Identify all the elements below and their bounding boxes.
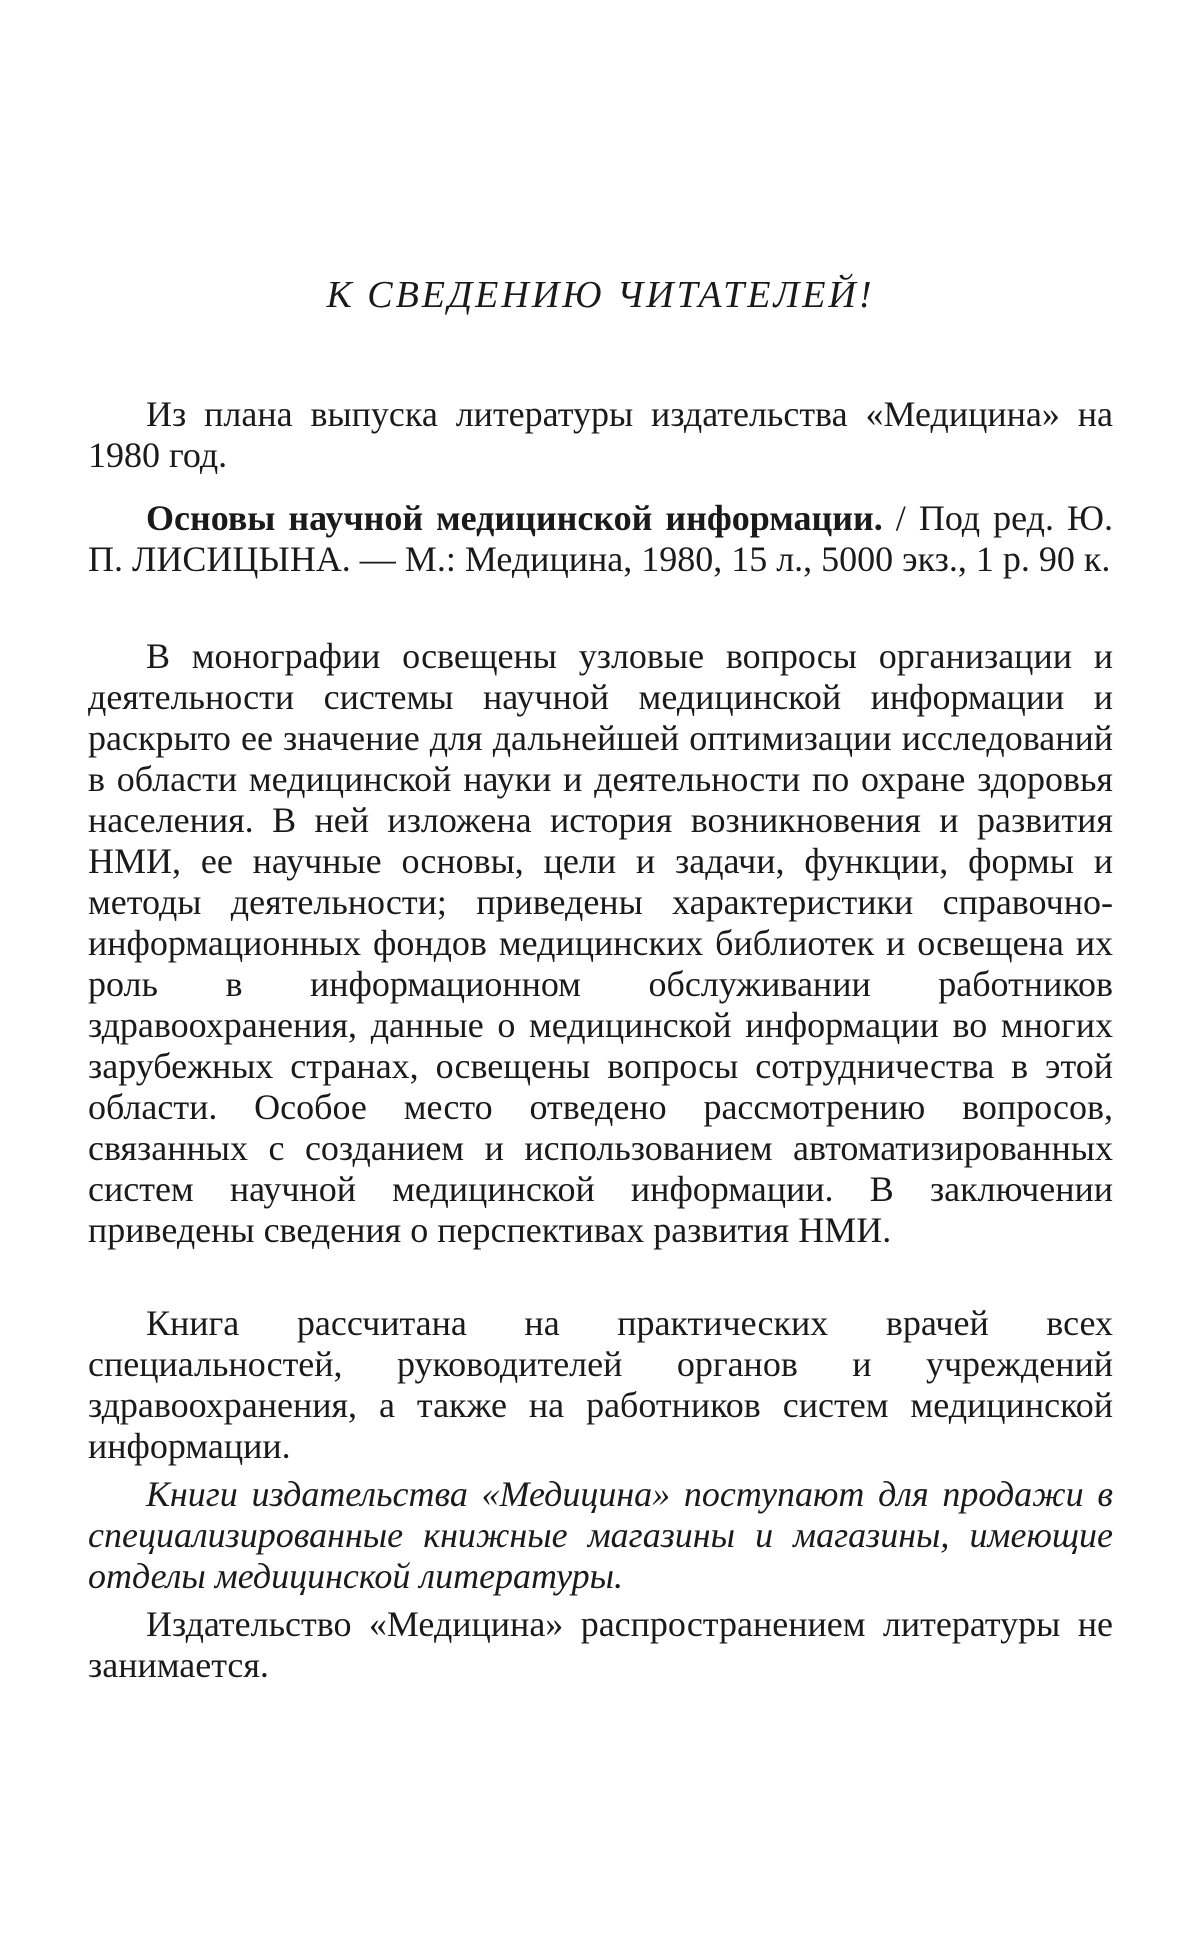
sales-note: Книги издательства «Медицина» поступают для продажи в специализированные книжные магазины и магазины, имеющие отделы медицинской литературы. (88, 1474, 1113, 1596)
notice-heading: К СВЕДЕНИЮ ЧИТАТЕЛЕЙ! (326, 274, 875, 316)
book-citation (88, 498, 1113, 580)
book-title: Основы научной медицинской информации. (146, 498, 883, 538)
distribution-note: Издательство «Медицина» распространением литературы не занимается. (88, 1604, 1113, 1685)
book-abstract: В монографии освещены узловые вопросы организации и деятельности системы научной медицинской информации и раскрыто ее значение для дальнейшей оптимизации исследований в области медицинской науки и деятельности по охране здоровья населения. В ней изложена история возникновения и развития НМИ, ее научные основы, цели и задачи, функции, формы и методы деятельности; приведены характеристики справочно-информационных фондов медицинских библиотек и освещена их роль в информационном обслуживании работников здравоохранения, данные о медицинской информации во многих зарубежных странах, освещены вопросы сотрудничества в этой области. Особое место отведено рассмотрению вопросов, связанных с созданием и использованием автоматизированных систем научной медицинской информации. В заключении приведены сведения о перспективах развития НМИ. (88, 636, 1113, 1250)
intro-paragraph: Из плана выпуска литературы издательства «Медицина» на 1980 год. (88, 394, 1113, 475)
audience-paragraph: Книга рассчитана на практических врачей всех специальностей, руководителей органов и учреждений здравоохранения, а также на работников систем медицинской информации. (88, 1303, 1113, 1466)
book-details: / Под ред. Ю. П. ЛИСИЦЫНА. — М.: Медицина, 1980, 15 л., 5000 экз., 1 р. 90 к. (88, 498, 1113, 579)
